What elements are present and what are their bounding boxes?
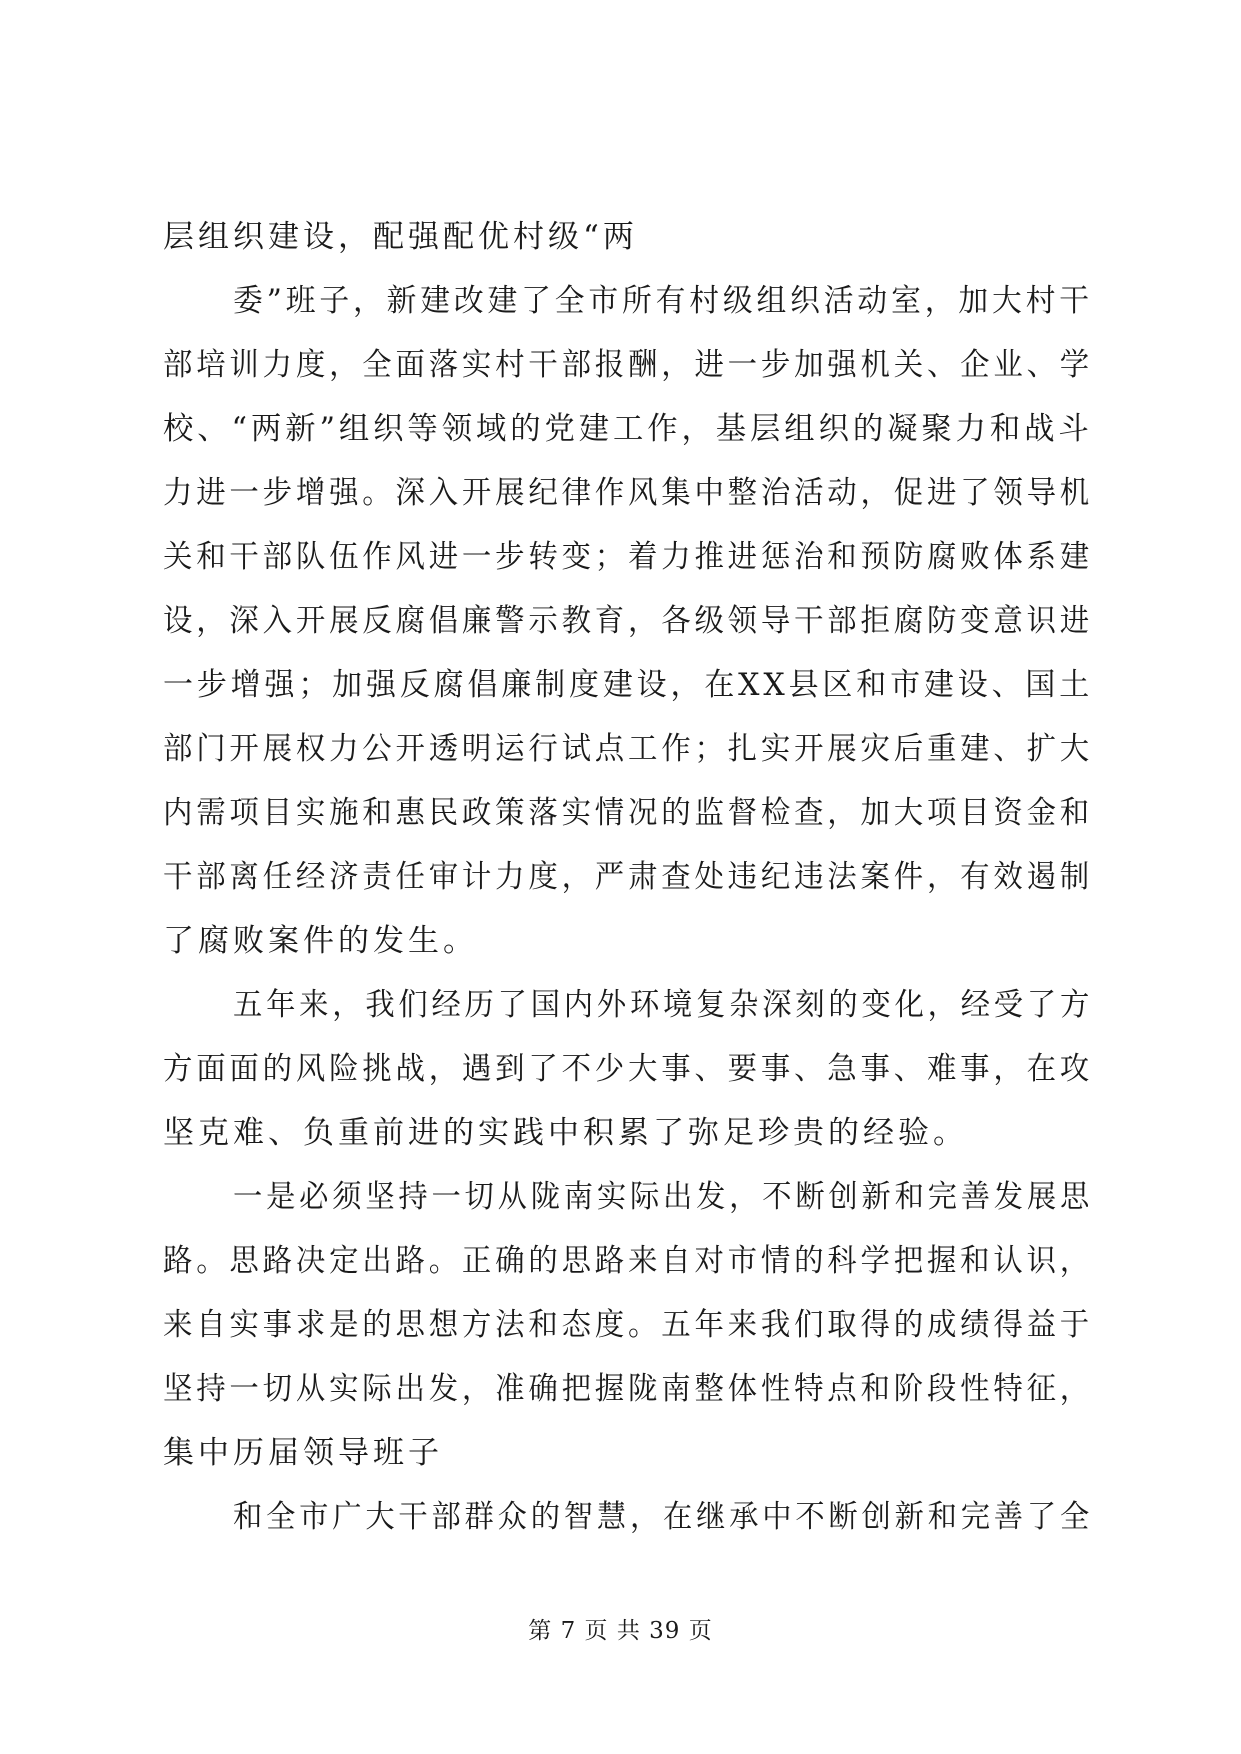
text-line: 一步增强；加强反腐倡廉制度建设，在XX县区和市建设、国土 <box>163 667 1094 703</box>
text-line: 坚克难、负重前进的实践中积累了弥足珍贵的经验。 <box>163 1115 968 1151</box>
text-line: 关和干部队伍作风进一步转变；着力推进惩治和预防腐败体系建 <box>163 539 1094 575</box>
text-line: 设，深入开展反腐倡廉警示教育，各级领导干部拒腐防变意识进 <box>163 603 1094 639</box>
text-line: 内需项目实施和惠民政策落实情况的监督检查，加大项目资金和 <box>163 795 1094 831</box>
page-number: 第 7 页 共 39 页 <box>528 1618 713 1644</box>
text-line: 层组织建设，配强配优村级“两 <box>163 219 638 255</box>
text-line: 干部离任经济责任审计力度，严肃查处违纪违法案件，有效遏制 <box>163 859 1094 895</box>
text-line: 来自实事求是的思想方法和态度。五年来我们取得的成绩得益于 <box>163 1307 1094 1343</box>
text-line: 集中历届领导班子 <box>163 1435 443 1471</box>
text-line: 五年来，我们经历了国内外环境复杂深刻的变化，经受了方 <box>233 987 1094 1023</box>
text-line: 方面面的风险挑战，遇到了不少大事、要事、急事、难事，在攻 <box>163 1051 1094 1087</box>
text-line: 路。思路决定出路。正确的思路来自对市情的科学把握和认识， <box>163 1243 1094 1279</box>
text-line: 校、“两新”组织等领域的党建工作，基层组织的凝聚力和战斗 <box>163 411 1093 447</box>
text-line: 一是必须坚持一切从陇南实际出发，不断创新和完善发展思 <box>233 1179 1094 1215</box>
text-line: 部培训力度，全面落实村干部报酬，进一步加强机关、企业、学 <box>163 347 1094 383</box>
text-line: 委”班子，新建改建了全市所有村级组织活动室，加大村干 <box>233 283 1093 319</box>
text-line: 和全市广大干部群众的智慧，在继承中不断创新和完善了全 <box>233 1499 1094 1535</box>
text-line: 坚持一切从实际出发，准确把握陇南整体性特点和阶段性特征， <box>163 1371 1094 1407</box>
text-line: 力进一步增强。深入开展纪律作风集中整治活动，促进了领导机 <box>163 475 1094 511</box>
text-line: 部门开展权力公开透明运行试点工作；扎实开展灾后重建、扩大 <box>163 731 1094 767</box>
text-line: 了腐败案件的发生。 <box>163 923 478 959</box>
